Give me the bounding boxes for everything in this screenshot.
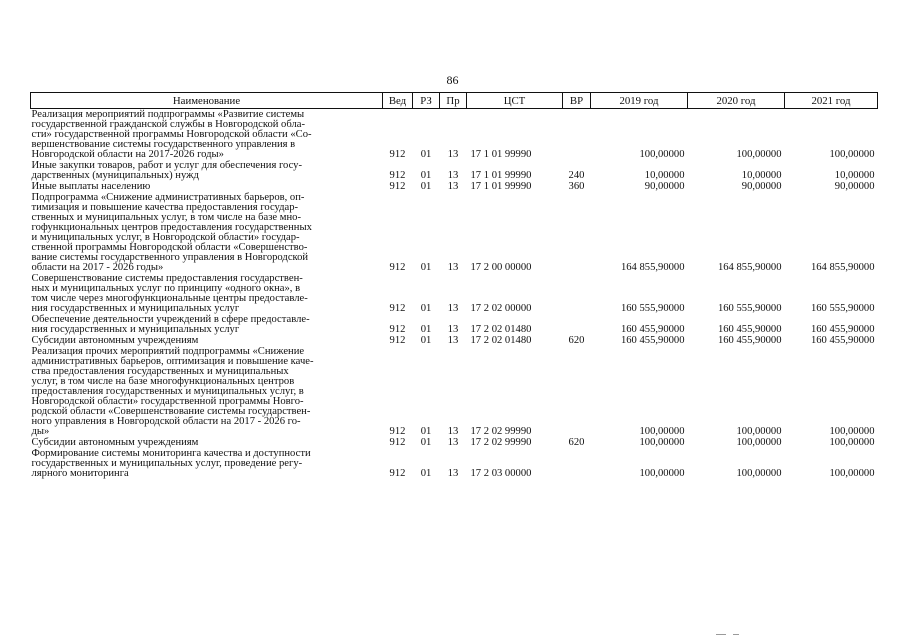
table-row [31, 109, 878, 161]
cell-2021: 100,00000 [829, 468, 875, 479]
cell-2019: 100,00000 [639, 426, 685, 437]
table-body [31, 109, 878, 480]
cell-rz: 01 [420, 437, 432, 448]
cell-pr: 13 [447, 262, 459, 273]
cell-vr: 620 [568, 335, 585, 346]
cell-ved: 912 [389, 426, 406, 437]
cell-cst: 17 2 02 99990 [470, 437, 532, 448]
header-cst: ЦСТ [467, 93, 563, 109]
cell-rz: 01 [420, 262, 432, 273]
cell-name: Обеспечение деятельности учреждений в сфере предоставле- ния государственных и муниципальных услуг [31, 314, 310, 335]
cell-2021: 10,00000 [834, 170, 875, 181]
table-row [31, 160, 878, 181]
table-row [31, 448, 878, 479]
cell-cst: 17 1 01 99990 [470, 149, 532, 160]
cell-name: Субсидии автономным учреждениям [31, 437, 199, 448]
cell-name: Совершенствование системы предоставления государствен- ных и муниципальных услуг по принципу «одного окна», в том числе через многофункциональные центры предоставле- ния государственных и муниципальных услуг [31, 273, 308, 314]
cell-2020: 164 855,90000 [717, 262, 782, 273]
cell-rz: 01 [420, 303, 432, 314]
cell-2021: 160 455,90000 [810, 324, 875, 335]
cell-rz: 01 [420, 181, 432, 192]
cell-rz: 01 [420, 335, 432, 346]
cell-name: Реализация мероприятий подпрограммы «Развитие системы государственной гражданской службы в Новгородской обла- сти» государственной программы Новгородской области «Со- вершенствование системы государственного управления в Новгородской области на 2017-2026 годы» [31, 109, 312, 160]
cell-vr [563, 314, 591, 335]
cell-pr: 13 [447, 181, 459, 192]
cell-2019: 100,00000 [639, 149, 685, 160]
cell-pr: 13 [447, 437, 459, 448]
cell-2020: 100,00000 [736, 468, 782, 479]
cell-vr [563, 109, 591, 161]
cell-2020: 100,00000 [736, 149, 782, 160]
header-pr: Пр [440, 93, 467, 109]
cell-name: Подпрограмма «Снижение административных барьеров, оп- тимизация и повышение качества предоставления государ- ственных и муниципальных услуг, в том числе на базе мно- гофункциональных центров предоставления государственных и муниципальных услуг, в Новгородской области» государ- ственной программы Новгородской области «Совершенство- вание системы государственного управления в Новгородской области на 2017 - 2026 годы» [31, 192, 312, 273]
cell-2021: 100,00000 [829, 149, 875, 160]
cell-2021: 100,00000 [829, 426, 875, 437]
header-2021: 2021 год [785, 93, 878, 109]
cell-2020: 160 455,90000 [717, 335, 782, 346]
cell-rz: 01 [420, 468, 432, 479]
cell-vr [563, 346, 591, 437]
cell-2020: 100,00000 [736, 437, 782, 448]
cell-2021: 160 455,90000 [810, 335, 875, 346]
cell-2020: 160 455,90000 [717, 324, 782, 335]
page-number: 86 [446, 73, 459, 87]
table-row [31, 192, 878, 273]
header-2019: 2019 год [591, 93, 688, 109]
cell-name: Формирование системы мониторинга качества и доступности государственных и муниципальных услуг, проведение регу- лярного мониторинга [31, 448, 311, 479]
cell-rz: 01 [420, 170, 432, 181]
cell-cst: 17 2 00 00000 [470, 262, 532, 273]
cell-name: Иные закупки товаров, работ и услуг для обеспечения госу- дарственных (муниципальных) нужд [31, 160, 303, 181]
cell-cst: 17 2 02 99990 [470, 426, 532, 437]
table-row [31, 273, 878, 314]
cell-rz: 01 [420, 426, 432, 437]
cell-ved: 912 [389, 437, 406, 448]
cell-vr: 240 [568, 170, 585, 181]
scan-mark [716, 634, 726, 635]
cell-pr: 13 [447, 170, 459, 181]
table-row [31, 346, 878, 437]
cell-ved: 912 [389, 468, 406, 479]
cell-cst: 17 2 02 01480 [470, 335, 532, 346]
cell-pr: 13 [447, 426, 459, 437]
cell-2019: 90,00000 [644, 181, 685, 192]
table-row [31, 437, 878, 448]
cell-2019: 160 455,90000 [620, 335, 685, 346]
budget-table [30, 92, 878, 479]
cell-2020: 160 555,90000 [717, 303, 782, 314]
cell-ved: 912 [389, 170, 406, 181]
cell-vr [563, 273, 591, 314]
table-row [31, 181, 878, 192]
cell-name: Иные выплаты населению [31, 181, 151, 192]
header-name: Наименование [31, 93, 383, 109]
cell-ved: 912 [389, 149, 406, 160]
cell-rz: 01 [420, 324, 432, 335]
header-ved: Вед [383, 93, 413, 109]
cell-2019: 10,00000 [644, 170, 685, 181]
header-vr: ВР [563, 93, 591, 109]
cell-cst: 17 1 01 99990 [470, 181, 532, 192]
cell-name: Субсидии автономным учреждениям [31, 335, 199, 346]
cell-vr [563, 192, 591, 273]
cell-ved: 912 [389, 262, 406, 273]
cell-pr: 13 [447, 335, 459, 346]
cell-2019: 164 855,90000 [620, 262, 685, 273]
table-row [31, 335, 878, 346]
cell-2020: 90,00000 [741, 181, 782, 192]
header-2020: 2020 год [688, 93, 785, 109]
cell-pr: 13 [447, 149, 459, 160]
cell-2021: 164 855,90000 [810, 262, 875, 273]
table-header [31, 93, 878, 109]
cell-vr [563, 448, 591, 479]
cell-ved: 912 [389, 181, 406, 192]
cell-pr: 13 [447, 324, 459, 335]
cell-2020: 100,00000 [736, 426, 782, 437]
cell-ved: 912 [389, 335, 406, 346]
cell-2021: 100,00000 [829, 437, 875, 448]
cell-2021: 90,00000 [834, 181, 875, 192]
cell-rz: 01 [420, 149, 432, 160]
cell-2019: 100,00000 [639, 468, 685, 479]
cell-vr: 620 [568, 437, 585, 448]
cell-cst: 17 1 01 99990 [470, 170, 532, 181]
table-row [31, 314, 878, 335]
header-rz: РЗ [413, 93, 440, 109]
scan-mark [733, 634, 739, 635]
cell-ved: 912 [389, 324, 406, 335]
cell-ved: 912 [389, 303, 406, 314]
cell-pr: 13 [447, 303, 459, 314]
cell-cst: 17 2 03 00000 [470, 468, 532, 479]
cell-cst: 17 2 02 01480 [470, 324, 532, 335]
cell-2019: 160 555,90000 [620, 303, 685, 314]
cell-2019: 160 455,90000 [620, 324, 685, 335]
cell-pr: 13 [447, 468, 459, 479]
cell-2020: 10,00000 [741, 170, 782, 181]
cell-2019: 100,00000 [639, 437, 685, 448]
cell-cst: 17 2 02 00000 [470, 303, 532, 314]
cell-vr: 360 [568, 181, 585, 192]
cell-2021: 160 555,90000 [810, 303, 875, 314]
cell-name: Реализация прочих мероприятий подпрограммы «Снижение административных барьеров, оптимизация и повышение каче- ства предоставления государственных и муниципальных услуг, в том числе на базе многофункциональных центров предоставления государственных и муниципальных услуг, в Новгородской области» государственной программы Новго- родской области «Совершенствование системы государствен- ного управления в Новгородской области на 2017 - 2026 го- ды» [31, 346, 314, 437]
